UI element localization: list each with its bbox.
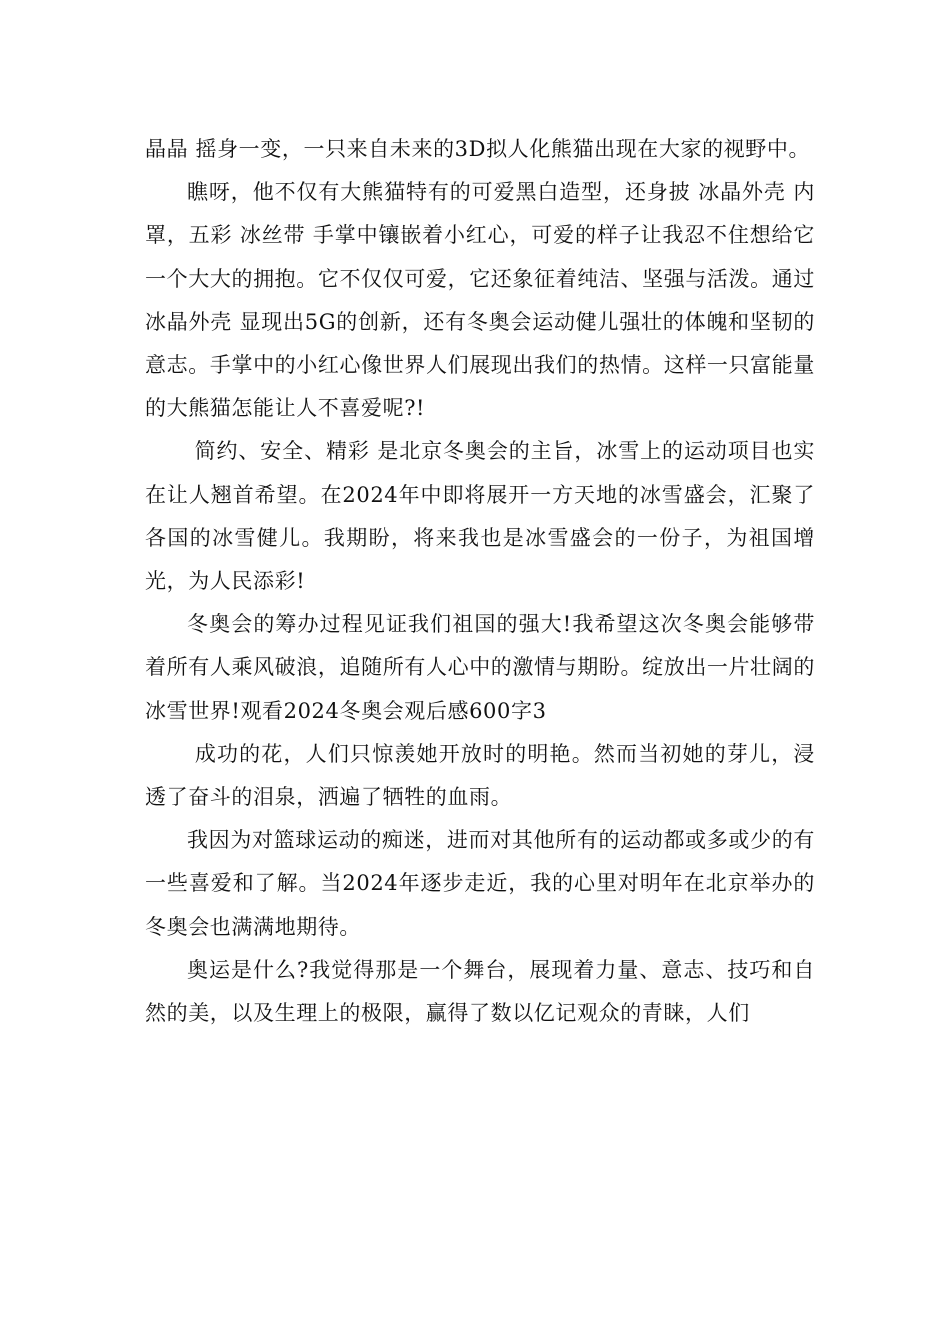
paragraph: 简约、安全、精彩 是北京冬奥会的主旨，冰雪上的运动项目也实在让人翘首希望。在2024年中即将展开一方天地的冰雪盛会，汇聚了各国的冰雪健儿。我期盼，将来我也是冰雪盛会的一份子，为祖国增光，为人民添彩! bbox=[145, 439, 815, 594]
paragraph: 奥运是什么?我觉得那是一个舞台，展现着力量、意志、技巧和自然的美，以及生理上的极限，赢得了数以亿记观众的青睐，人们 bbox=[145, 957, 815, 1026]
document-body bbox=[145, 128, 823, 1035]
paragraph: 成功的花，人们只惊羡她开放时的明艳。然而当初她的芽儿，浸透了奋斗的泪泉，洒遍了牺牲的血雨。 bbox=[145, 741, 815, 810]
paragraph: 冬奥会的筹办过程见证我们祖国的强大!我希望这次冬奥会能够带着所有人乘风破浪，追随所有人心中的激情与期盼。绽放出一片壮阔的冰雪世界!观看2024冬奥会观后感600字3 bbox=[145, 612, 815, 723]
paragraph: 瞧呀，他不仅有大熊猫特有的可爱黑白造型，还身披 冰晶外壳 内罩，五彩 冰丝带 手掌中镶嵌着小红心，可爱的样子让我忍不住想给它一个大大的拥抱。它不仅仅可爱，它还象征着纯洁、坚强与活泼。通过 冰晶外壳 显现出5G的创新，还有冬奥会运动健儿强壮的体魄和坚韧的意志。手掌中的小红心像世界人们展现出我们的热情。这样一只富能量的大熊猫怎能让人不喜爱呢?! bbox=[145, 180, 823, 421]
paragraph: 晶晶 摇身一变，一只来自未来的3D拟人化熊猫出现在大家的视野中。 bbox=[145, 137, 811, 161]
paragraph: 我因为对篮球运动的痴迷，进而对其他所有的运动都或多或少的有一些喜爱和了解。当2024年逐步走近，我的心里对明年在北京举办的冬奥会也满满地期待。 bbox=[145, 828, 815, 939]
